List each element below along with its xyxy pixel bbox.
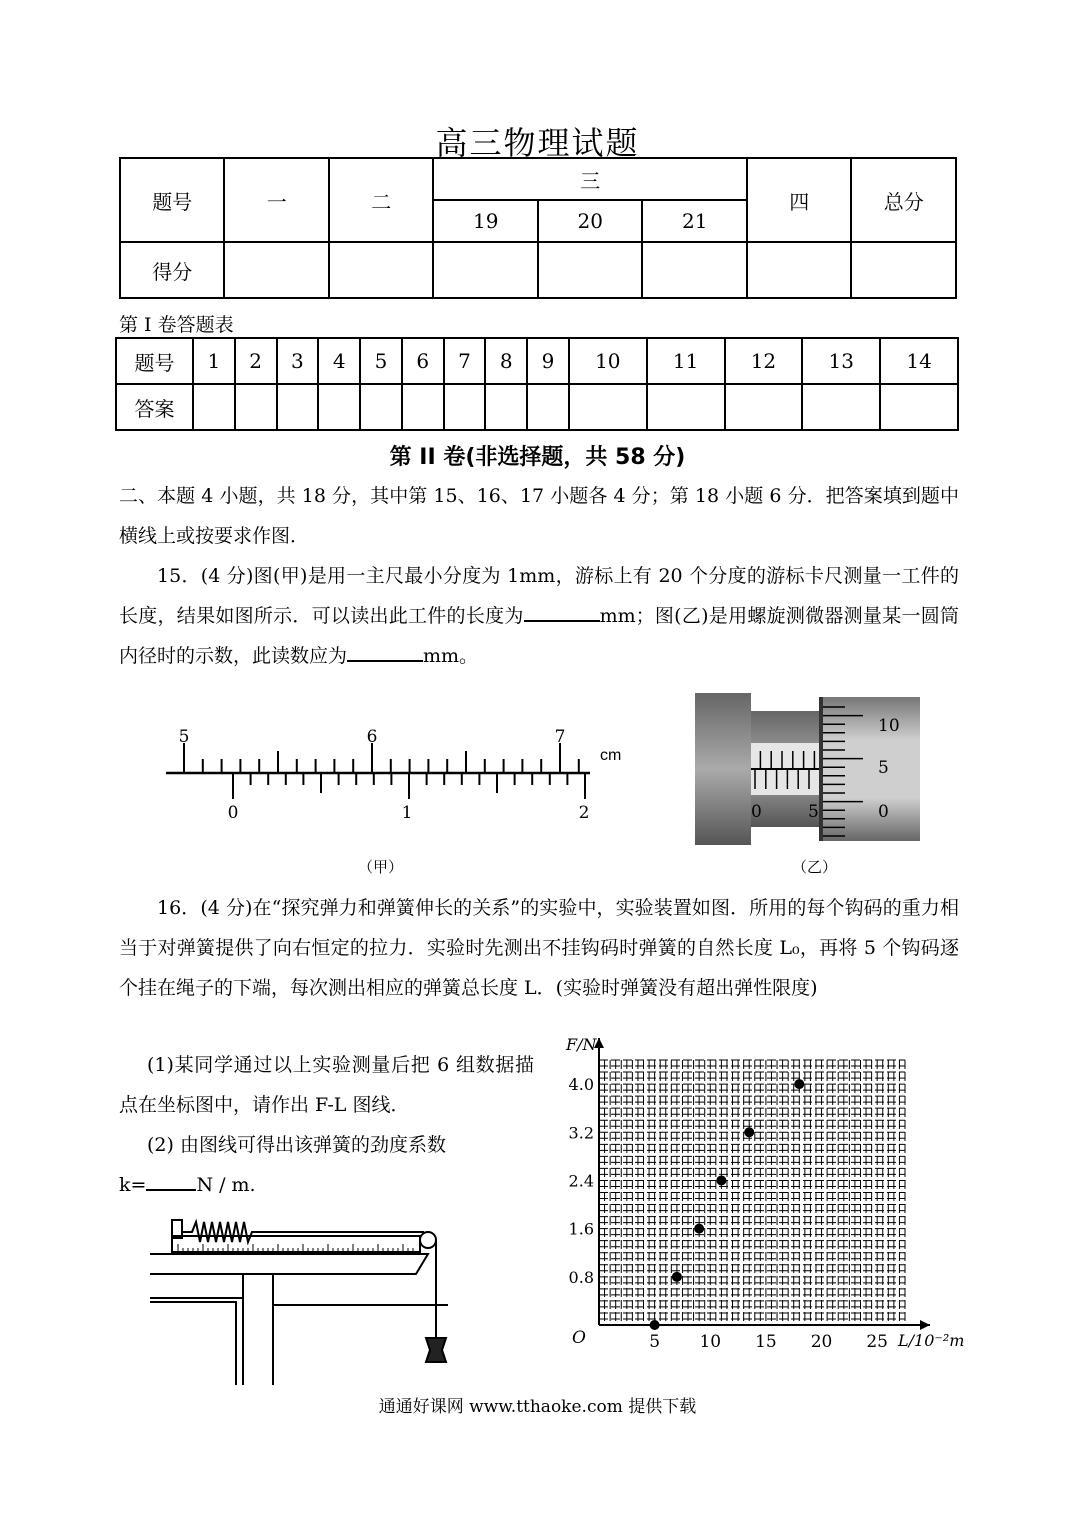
data-point (716, 1175, 726, 1185)
score-cell[interactable] (329, 242, 433, 298)
answer-number: 10 (569, 338, 647, 384)
answer-cell[interactable] (277, 384, 319, 430)
q15-text-b: mm；图(乙)是用螺旋测微器测量某一圆筒内径时的示数，此读数应为 (119, 605, 959, 667)
score-cell[interactable] (747, 242, 851, 298)
y-tick-label: 3.2 (568, 1123, 594, 1143)
answer-cell[interactable] (193, 384, 235, 430)
q16-text: 16．(4 分)在“探究弹力和弹簧伸长的关系”的实验中，实验装置如图．所用的每个钩码的重力相当于对弹簧提供了向右恒定的拉力．实验时先测出不挂钩码时弹簧的自然长度 L₀，再将 5 个钩码逐个挂在绳子的下端，每次测出相应的弹簧总长度 L．(实验时弹簧没有超出弹性限度) (119, 897, 959, 999)
x-tick-label: 25 (866, 1332, 889, 1352)
thimble-label-10: 10 (878, 716, 900, 736)
caliper-main-label-7: 7 (554, 727, 566, 747)
answer-number: 1 (193, 338, 235, 384)
answer-cell[interactable] (569, 384, 647, 430)
score-sub-19: 19 (433, 200, 538, 242)
answer-cell[interactable] (485, 384, 527, 430)
answer-number: 2 (235, 338, 277, 384)
answer-cell[interactable] (527, 384, 569, 430)
answer-number: 13 (802, 338, 880, 384)
x-tick-label: 10 (699, 1332, 722, 1352)
x-axis-arrow (920, 1320, 930, 1330)
data-point (694, 1224, 704, 1234)
spring-apparatus-figure (148, 1210, 448, 1385)
chart-origin: O (572, 1328, 586, 1348)
y-tick-label: 4.0 (568, 1075, 594, 1095)
footer: 通通好课网 www.tthaoke.com 提供下载 (378, 1397, 697, 1417)
spring (182, 1222, 268, 1242)
score-sub-21: 21 (642, 200, 747, 242)
q16-part1: (1)某同学通过以上实验测量后把 6 组数据描点在坐标图中，请作出 F-L 图线． (119, 1054, 534, 1116)
page-title: 高三物理试题 (435, 124, 640, 162)
caliper-main-label-5: 5 (178, 727, 190, 747)
y-tick-label: 0.8 (568, 1267, 594, 1287)
micrometer-figure (695, 693, 920, 845)
score-col-1: 一 (224, 158, 328, 242)
data-point (794, 1079, 804, 1089)
score-cell[interactable] (538, 242, 643, 298)
score-row-label: 得分 (120, 242, 224, 298)
chart-grid (599, 1060, 905, 1325)
answer-cell[interactable] (360, 384, 402, 430)
answer-table (115, 337, 959, 431)
micrometer-anvil (695, 693, 751, 845)
thimble-label-5: 5 (878, 758, 889, 778)
y-tick-label: 2.4 (568, 1171, 594, 1191)
q15-text-c: mm。 (423, 645, 479, 667)
score-col-3: 三 (433, 158, 747, 200)
chart-ylabel: F/N (566, 1035, 597, 1054)
answer-number: 9 (527, 338, 569, 384)
q16-part2 (119, 1165, 534, 1205)
table-legs (150, 1274, 448, 1385)
caliper-vernier-label-0: 0 (227, 803, 239, 823)
vernier-caliper-figure (160, 720, 640, 830)
answer-number: 12 (725, 338, 803, 384)
data-point (744, 1127, 754, 1137)
score-total: 总分 (851, 158, 956, 242)
score-header-label: 题号 (120, 158, 224, 242)
f-l-chart[interactable] (560, 1030, 970, 1380)
answer-number: 8 (485, 338, 527, 384)
answer-cell[interactable] (647, 384, 725, 430)
caliper-main-label-6: 6 (366, 727, 378, 747)
answer-cell[interactable] (880, 384, 958, 430)
answer-table-caption: 第 I 卷答题表 (119, 314, 234, 336)
answer-number: 7 (444, 338, 486, 384)
caliper-vernier-label-2: 2 (578, 803, 590, 823)
score-col-2: 二 (329, 158, 433, 242)
caliper-main-scale (166, 743, 590, 799)
caliper-unit: cm (600, 747, 622, 764)
x-tick-label: 15 (755, 1332, 777, 1352)
data-point (672, 1272, 682, 1282)
table-top (150, 1254, 428, 1274)
y-tick-label: 1.6 (568, 1219, 594, 1239)
answer-cell[interactable] (402, 384, 444, 430)
q15-text (119, 556, 959, 676)
q15-blank-1[interactable] (524, 598, 600, 622)
answer-cell[interactable] (725, 384, 803, 430)
q15-blank-2[interactable] (347, 638, 423, 662)
x-tick-label: 20 (810, 1332, 833, 1352)
answer-number: 3 (277, 338, 319, 384)
answer-cell[interactable] (802, 384, 880, 430)
score-cell[interactable] (433, 242, 538, 298)
caliper-caption: （甲） (358, 858, 404, 876)
score-cell[interactable] (851, 242, 956, 298)
answer-number: 4 (318, 338, 360, 384)
thimble-label-0: 0 (878, 802, 889, 822)
answer-row-label: 答案 (116, 384, 193, 430)
score-col-4: 四 (747, 158, 851, 242)
sleeve-label-5: 5 (808, 802, 819, 822)
answer-number: 14 (880, 338, 958, 384)
chart-tick-labels (569, 1075, 888, 1352)
data-point (650, 1320, 660, 1330)
hook-weights (426, 1338, 446, 1362)
q15-text-a: 15．(4 分)图(甲)是用一主尺最小分度为 1mm，游标上有 20 个分度的游标卡尺测量一工件的长度，结果如图所示．可以读出此工件的长度为 (119, 565, 959, 627)
pulley (420, 1232, 436, 1248)
score-cell[interactable] (642, 242, 747, 298)
q16-part2-a: (2) 由图线可得出该弹簧的劲度系数 (147, 1134, 446, 1156)
section2-title: 第 II 卷(非选择题，共 58 分) (389, 445, 686, 470)
q16-part2-b: k= (119, 1174, 147, 1196)
answer-cell[interactable] (318, 384, 360, 430)
micrometer-caption: （乙） (792, 858, 838, 876)
score-cell[interactable] (224, 242, 328, 298)
caliper-vernier-label-1: 1 (401, 803, 413, 823)
answer-cell[interactable] (444, 384, 486, 430)
answer-number: 5 (360, 338, 402, 384)
answer-cell[interactable] (235, 384, 277, 430)
chart-axes (594, 1038, 930, 1330)
score-sub-20: 20 (538, 200, 643, 242)
q16-blank-k[interactable] (146, 1167, 196, 1191)
q16-part2-c: N / m. (196, 1174, 256, 1196)
answer-header-label: 题号 (116, 338, 193, 384)
chart-xlabel: L/10⁻²m (898, 1331, 965, 1350)
x-tick-label: 5 (649, 1332, 661, 1352)
answer-number: 6 (402, 338, 444, 384)
answer-number: 11 (647, 338, 725, 384)
section2-intro: 二、本题 4 小题，共 18 分，其中第 15、16、17 小题各 4 分；第 18 小题 6 分．把答案填到题中横线上或按要求作图． (119, 485, 959, 547)
sleeve-label-0: 0 (751, 802, 762, 822)
score-table (119, 157, 957, 299)
ruler-ticks (178, 1244, 413, 1252)
